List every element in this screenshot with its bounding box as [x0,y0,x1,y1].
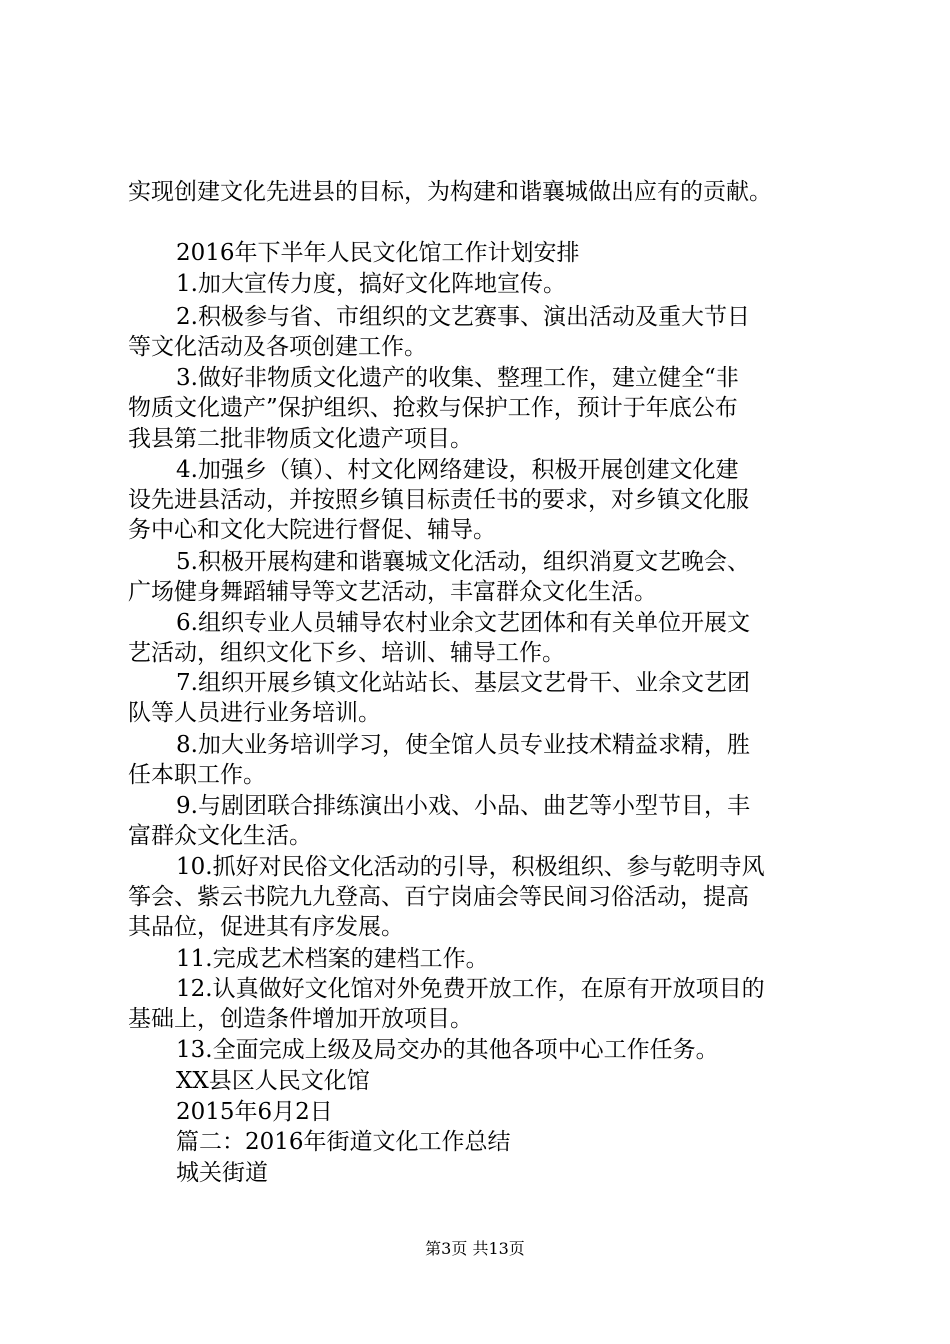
signature-organization: XX县区人民文化馆 [176,1068,370,1094]
body-text-line: 物质文化遗产”保护组织、抢救与保护工作，预计于年底公布 [128,395,738,421]
body-text-line: 任本职工作。 [128,762,266,788]
page-footer: 第3页 共13页 [425,1239,525,1258]
body-text-line: 广场健身舞蹈辅导等文艺活动，丰富群众文化生活。 [128,579,657,605]
body-text-line: 筝会、紫云书院九九登高、百宁岗庙会等民间习俗活动，提高 [128,884,749,910]
list-item: 4.加强乡（镇）、村文化网络建设，积极开展创建文化建 [176,457,739,483]
body-text-line: 实现创建文化先进县的目标，为构建和谐襄城做出应有的贡献。 [128,179,772,205]
chapter-subheading: 城关街道 [176,1160,268,1186]
list-item: 1.加大宣传力度，搞好文化阵地宣传。 [176,271,566,297]
body-text-line: 队等人员进行业务培训。 [128,700,381,726]
list-item: 2.积极参与省、市组织的文艺赛事、演出活动及重大节日 [176,304,750,330]
body-text-line: 富群众文化生活。 [128,823,312,849]
list-item: 12.认真做好文化馆对外免费开放工作，在原有开放项目的 [176,976,765,1002]
signature-date: 2015年6月2日 [176,1099,333,1125]
body-text-line: 务中心和文化大院进行督促、辅导。 [128,517,496,543]
list-item: 13.全面完成上级及局交办的其他各项中心工作任务。 [176,1037,719,1063]
list-item: 6.组织专业人员辅导农村业余文艺团体和有关单位开展文 [176,610,750,636]
body-text-line: 我县第二批非物质文化遗产项目。 [128,426,473,452]
body-text-line: 设先进县活动，并按照乡镇目标责任书的要求，对乡镇文化服 [128,487,749,513]
list-item: 11.完成艺术档案的建档工作。 [176,946,489,972]
list-item: 8.加大业务培训学习，使全馆人员专业技术精益求精，胜 [176,732,750,758]
body-text-line: 等文化活动及各项创建工作。 [128,334,427,360]
chapter-heading: 篇二：2016年街道文化工作总结 [176,1129,511,1155]
list-item: 3.做好非物质文化遗产的收集、整理工作，建立健全“非 [176,365,739,391]
body-text-line: 其品位，促进其有序发展。 [128,914,404,940]
section-heading: 2016年下半年人民文化馆工作计划安排 [176,240,580,266]
body-text-line: 基础上，创造条件增加开放项目。 [128,1006,473,1032]
list-item: 7.组织开展乡镇文化站站长、基层文艺骨干、业余文艺团 [176,670,750,696]
list-item: 5.积极开展构建和谐襄城文化活动，组织消夏文艺晚会、 [176,549,750,575]
body-text-line: 艺活动，组织文化下乡、培训、辅导工作。 [128,640,565,666]
list-item: 9.与剧团联合排练演出小戏、小品、曲艺等小型节目，丰 [176,793,750,819]
list-item: 10.抓好对民俗文化活动的引导，积极组织、参与乾明寺风 [176,854,765,880]
